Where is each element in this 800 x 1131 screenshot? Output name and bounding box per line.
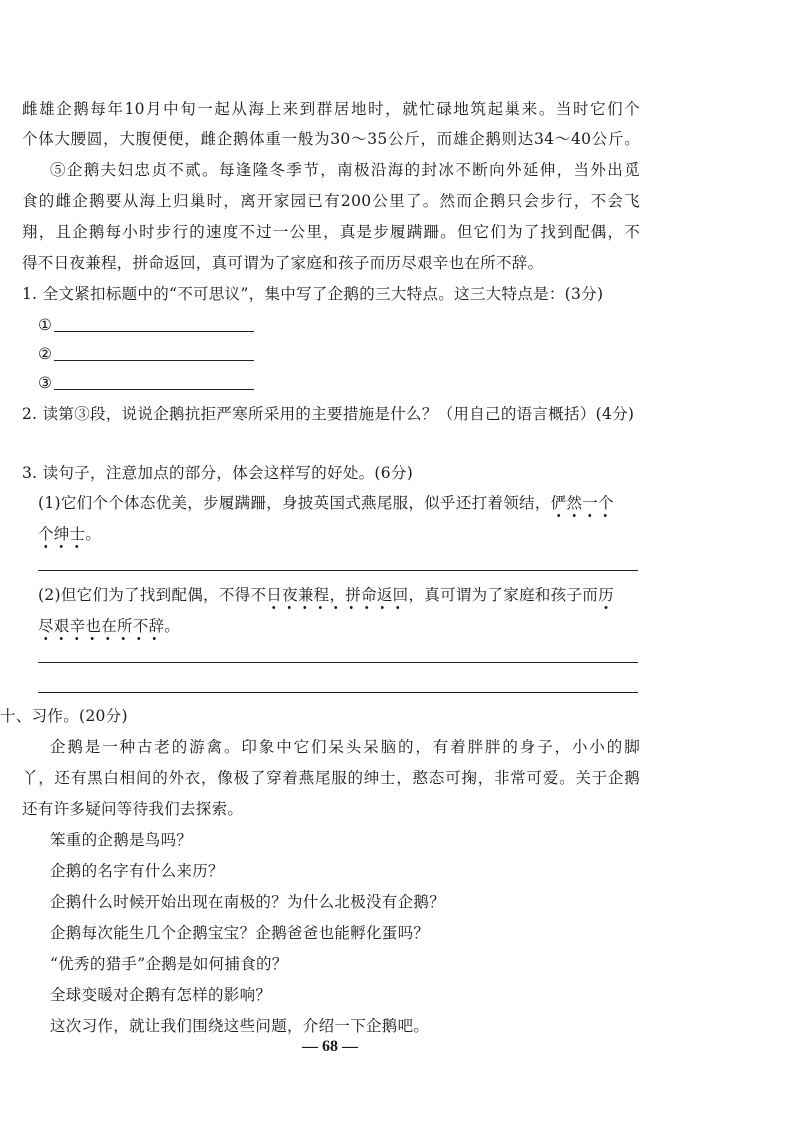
q3-s1-answer-line[interactable] <box>38 570 638 571</box>
passage-line-6: 得不日夜兼程，拼命返回，真可谓为了家庭和孩子而历尽艰辛也在所不辞。 <box>22 254 544 272</box>
passage-line-4: 食的雌企鹅要从海上归巢时，离开家园已有200公里了。然而企鹅只会步行，不会飞 <box>22 192 640 210</box>
q3-s2-text-b: ，真可谓为了家庭和孩子而 <box>408 586 599 604</box>
q3-s2-text-a: (2)但它们为了找到配偶，不得不 <box>38 586 267 604</box>
question-1: 1. 全文紧扣标题中的“不可思议”，集中写了企鹅的三大特点。这三大特点是：(3分) <box>22 285 604 303</box>
composition-title: 十、习作。(20分) <box>0 707 128 725</box>
q3-s2-answer-line-1[interactable] <box>38 662 638 663</box>
question-3: 3. 读句子，注意加点的部分，体会这样写的好处。(6分) <box>22 464 414 482</box>
composition-intro-line-2: 丫，还有黑白相间的外衣，像极了穿着燕尾服的绅士，憨态可掬，非常可爱。关于企鹅 <box>22 769 640 787</box>
q3-s2-emphasis-2: 历 <box>598 586 614 610</box>
composition-prompt-5: “优秀的猎手”企鹅是如何捕食的？ <box>50 955 288 973</box>
q3-s1-emphasis-1: 俨然一个 <box>551 494 614 518</box>
composition-prompt-2: 企鹅的名字有什么来历？ <box>50 862 224 880</box>
q1-blank-label-2: ② <box>38 345 52 363</box>
q1-blank-label-3: ③ <box>38 374 52 392</box>
q1-blank-line-1[interactable] <box>54 331 254 332</box>
composition-instruction: 这次习作，就让我们围绕这些问题，介绍一下企鹅吧。 <box>50 1017 430 1035</box>
q1-blank-label-1: ① <box>38 316 52 334</box>
q3-sentence-1-line-1 <box>38 492 614 514</box>
composition-prompt-3: 企鹅什么时候开始出现在南极的？为什么北极没有企鹅？ <box>50 893 446 911</box>
q3-s1-emphasis-2: 个绅士 <box>38 525 85 549</box>
q3-s2-end: 。 <box>164 617 181 635</box>
q1-answer-1[interactable] <box>38 314 254 336</box>
q3-sentence-2-line-2 <box>38 615 180 637</box>
passage-line-5: 翔，且企鹅每小时步行的速度不过一公里，真是步履蹒跚。但它们为了找到配偶，不 <box>22 223 640 241</box>
q3-s2-answer-line-2[interactable] <box>38 692 638 693</box>
passage-line-2: 个体大腰圆，大腹便便，雌企鹅体重一般为30～35公斤，而雄企鹅则达34～40公斤。 <box>22 130 640 148</box>
q3-s2-emphasis-1: 日夜兼程，拼命返回 <box>266 586 408 610</box>
composition-prompt-4: 企鹅每次能生几个企鹅宝宝？企鹅爸爸也能孵化蛋吗？ <box>50 924 430 942</box>
question-2: 2. 读第③段，说说企鹅抗拒严寒所采用的主要措施是什么？（用自己的语言概括）(4分) <box>22 405 635 423</box>
q3-sentence-2-line-1 <box>38 584 614 606</box>
composition-intro-line-3: 还有许多疑问等待我们去探索。 <box>22 800 244 818</box>
q1-answer-3[interactable] <box>38 372 254 394</box>
page-number: — 68 — <box>302 1038 358 1055</box>
q1-answer-2[interactable] <box>38 343 254 365</box>
q3-s2-emphasis-3: 尽艰辛也在所不辞 <box>38 617 164 641</box>
q1-blank-line-2[interactable] <box>54 360 254 361</box>
q3-sentence-1-line-2 <box>38 523 101 545</box>
q3-s1-end: 。 <box>85 525 102 543</box>
passage-line-3: ⑤企鹅夫妇忠贞不贰。每逢隆冬季节，南极沿海的封冰不断向外延伸，当外出觅 <box>50 161 640 179</box>
q3-s1-text: (1)它们个个体态优美，步履蹒跚，身披英国式燕尾服，似乎还打着领结， <box>38 494 551 512</box>
q1-blank-line-3[interactable] <box>54 389 254 390</box>
composition-prompt-1: 笨重的企鹅是鸟吗？ <box>50 831 193 849</box>
composition-intro-line-1: 企鹅是一种古老的游禽。印象中它们呆头呆脑的，有着胖胖的身子，小小的脚 <box>50 738 640 756</box>
passage-line-1: 雌雄企鹅每年10月中旬一起从海上来到群居地时，就忙碌地筑起巢来。当时它们个 <box>22 100 640 118</box>
composition-prompt-6: 全球变暖对企鹅有怎样的影响？ <box>50 986 272 1004</box>
